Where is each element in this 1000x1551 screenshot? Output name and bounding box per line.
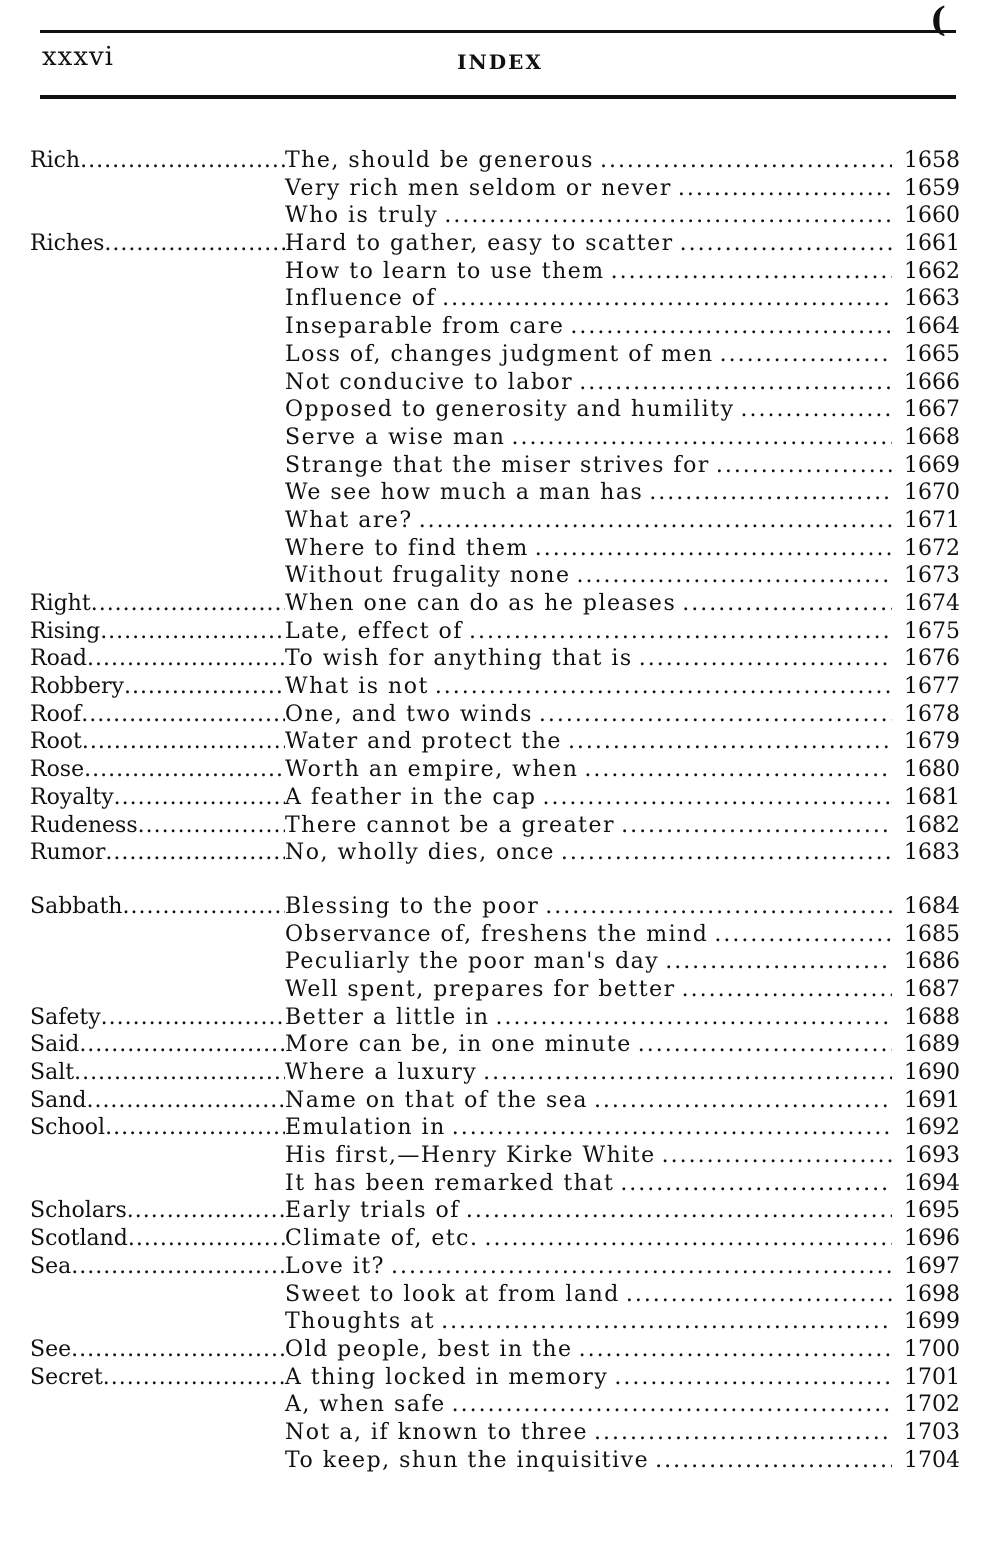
topic-label: Said bbox=[30, 1032, 80, 1058]
entry-number: 1677 bbox=[904, 674, 960, 700]
entry-text: Climate of, etc. bbox=[285, 1226, 479, 1252]
index-entry bbox=[30, 148, 960, 176]
entry-leader-dots bbox=[626, 1282, 892, 1307]
topic-leader-dots bbox=[105, 840, 285, 865]
entry-leader-dots bbox=[594, 1088, 892, 1113]
entry-leader-dots bbox=[452, 1392, 892, 1417]
entry-leader-dots bbox=[714, 922, 892, 947]
entry-number: 1681 bbox=[904, 784, 960, 810]
entry-number: 1671 bbox=[904, 507, 960, 533]
entry-text: Not conducive to labor bbox=[285, 369, 574, 395]
index-entry bbox=[30, 342, 960, 370]
topic-cell bbox=[30, 1005, 285, 1030]
entry-leader-dots bbox=[511, 425, 892, 450]
corner-mark: ( bbox=[930, 0, 947, 40]
index-group bbox=[30, 619, 960, 647]
entry-number: 1661 bbox=[904, 231, 960, 257]
topic-cell bbox=[30, 840, 285, 865]
index-entry bbox=[30, 1254, 960, 1282]
index-entry bbox=[30, 536, 960, 564]
topic-cell bbox=[30, 646, 285, 671]
index-entry bbox=[30, 1337, 960, 1365]
topic-label: Rising bbox=[30, 618, 101, 644]
entry-text: Loss of, changes judgment of men bbox=[285, 341, 714, 367]
entry-text: A, when safe bbox=[285, 1392, 446, 1418]
entry-number: 1659 bbox=[904, 175, 960, 201]
topic-label: Sea bbox=[30, 1253, 72, 1279]
entry-leader-dots bbox=[716, 453, 892, 478]
entry-number: 1660 bbox=[904, 203, 960, 229]
entry-text: A feather in the cap bbox=[285, 784, 537, 810]
entry-number: 1692 bbox=[904, 1115, 960, 1141]
entry-leader-dots bbox=[584, 757, 892, 782]
index-entry bbox=[30, 453, 960, 481]
topic-leader-dots bbox=[122, 894, 285, 919]
index-entry bbox=[30, 1420, 960, 1448]
topic-leader-dots bbox=[86, 1088, 285, 1113]
entry-leader-dots bbox=[614, 1365, 892, 1390]
topic-label: Secret bbox=[30, 1364, 103, 1390]
entry-number: 1690 bbox=[904, 1060, 960, 1085]
topic-label: School bbox=[30, 1115, 106, 1141]
topic-label: Robbery bbox=[30, 674, 124, 700]
entry-text: Name on that of the sea bbox=[285, 1087, 588, 1113]
index-entry bbox=[30, 203, 960, 231]
index-entry bbox=[30, 977, 960, 1005]
index-group bbox=[30, 1088, 960, 1116]
index-entry bbox=[30, 314, 960, 342]
entry-number: 1658 bbox=[904, 148, 960, 173]
topic-label: Rich bbox=[30, 148, 81, 173]
entry-number: 1684 bbox=[904, 893, 960, 919]
topic-leader-dots bbox=[101, 1005, 285, 1030]
entry-text: Well spent, prepares for better bbox=[285, 976, 676, 1002]
entry-leader-dots bbox=[444, 203, 892, 228]
topic-leader-dots bbox=[74, 1060, 285, 1085]
entry-leader-dots bbox=[600, 148, 892, 173]
entry-text: Water and protect the bbox=[285, 729, 562, 755]
entry-text: Not a, if known to three bbox=[285, 1419, 588, 1445]
entry-text: One, and two winds bbox=[285, 701, 533, 727]
entry-text: Late, effect of bbox=[285, 618, 463, 644]
index-entry bbox=[30, 563, 960, 591]
section-gap bbox=[30, 868, 960, 894]
entry-text: The, should be generous bbox=[285, 148, 594, 173]
topic-leader-dots bbox=[71, 1337, 285, 1362]
entry-leader-dots bbox=[655, 1448, 892, 1473]
header-rule-bottom bbox=[40, 95, 956, 99]
topic-label: Royalty bbox=[30, 784, 114, 810]
entry-number: 1700 bbox=[904, 1336, 960, 1362]
entry-text: More can be, in one minute bbox=[285, 1032, 632, 1058]
entry-text: Who is truly bbox=[285, 203, 439, 229]
index-list bbox=[30, 148, 960, 1475]
entry-text: Early trials of bbox=[285, 1198, 460, 1224]
index-entry bbox=[30, 619, 960, 647]
entry-leader-dots bbox=[680, 231, 892, 256]
entry-number: 1697 bbox=[904, 1253, 960, 1279]
entry-leader-dots bbox=[419, 508, 892, 533]
entry-leader-dots bbox=[720, 342, 892, 367]
index-entry bbox=[30, 785, 960, 813]
entry-leader-dots bbox=[442, 286, 892, 311]
topic-label: Roof bbox=[30, 701, 82, 727]
topic-leader-dots bbox=[91, 591, 285, 616]
entry-leader-dots bbox=[435, 674, 892, 699]
entry-number: 1686 bbox=[904, 949, 960, 975]
topic-leader-dots bbox=[138, 813, 285, 838]
index-entry bbox=[30, 425, 960, 453]
entry-number: 1667 bbox=[904, 397, 960, 423]
index-entry bbox=[30, 231, 960, 259]
entry-leader-dots bbox=[452, 1115, 892, 1140]
entry-number: 1664 bbox=[904, 314, 960, 340]
entry-number: 1682 bbox=[904, 812, 960, 838]
topic-cell bbox=[30, 785, 285, 810]
entry-leader-dots bbox=[545, 894, 892, 919]
entry-number: 1673 bbox=[904, 563, 960, 589]
entry-number: 1693 bbox=[904, 1143, 960, 1169]
index-entry bbox=[30, 674, 960, 702]
entry-number: 1691 bbox=[904, 1087, 960, 1113]
index-group bbox=[30, 813, 960, 841]
topic-cell bbox=[30, 1198, 285, 1223]
entry-leader-dots bbox=[539, 702, 892, 727]
index-entry bbox=[30, 480, 960, 508]
topic-label: Rumor bbox=[30, 840, 106, 866]
index-entry bbox=[30, 1171, 960, 1199]
entry-leader-dots bbox=[441, 1309, 892, 1334]
index-group bbox=[30, 646, 960, 674]
entry-text: Blessing to the poor bbox=[285, 893, 540, 919]
topic-leader-dots bbox=[87, 646, 285, 671]
index-entry bbox=[30, 922, 960, 950]
topic-cell bbox=[30, 1226, 285, 1251]
topic-label: Rudeness bbox=[30, 812, 138, 838]
topic-label: Sand bbox=[30, 1087, 87, 1113]
topic-leader-dots bbox=[100, 619, 285, 644]
entry-text: When one can do as he pleases bbox=[285, 591, 677, 616]
entry-number: 1687 bbox=[904, 976, 960, 1002]
entry-text: Better a little in bbox=[285, 1004, 490, 1030]
entry-number: 1703 bbox=[904, 1419, 960, 1445]
entry-number: 1702 bbox=[904, 1392, 960, 1418]
entry-leader-dots bbox=[576, 563, 892, 588]
entry-leader-dots bbox=[639, 646, 892, 671]
entry-text: Emulation in bbox=[285, 1115, 446, 1141]
entry-text: What is not bbox=[285, 674, 429, 700]
index-entry bbox=[30, 1392, 960, 1420]
topic-cell bbox=[30, 813, 285, 838]
entry-text: Influence of bbox=[285, 286, 437, 312]
topic-leader-dots bbox=[80, 148, 285, 173]
entry-leader-dots bbox=[579, 370, 892, 395]
entry-leader-dots bbox=[682, 977, 892, 1002]
entry-text: We see how much a man has bbox=[285, 480, 644, 506]
index-entry bbox=[30, 1005, 960, 1033]
topic-label: Riches bbox=[30, 231, 105, 257]
page-number: xxxvi bbox=[42, 42, 114, 72]
entry-number: 1675 bbox=[904, 618, 960, 644]
entry-number: 1669 bbox=[904, 452, 960, 478]
topic-leader-dots bbox=[128, 1226, 285, 1251]
entry-leader-dots bbox=[496, 1005, 892, 1030]
entry-number: 1698 bbox=[904, 1281, 960, 1307]
topic-leader-dots bbox=[124, 674, 285, 699]
entry-text: Old people, best in the bbox=[285, 1336, 573, 1362]
entry-leader-dots bbox=[741, 397, 893, 422]
entry-number: 1689 bbox=[904, 1032, 960, 1058]
topic-label: Salt bbox=[30, 1060, 75, 1085]
index-entry bbox=[30, 702, 960, 730]
index-group bbox=[30, 1032, 960, 1060]
entry-leader-dots bbox=[535, 536, 892, 561]
entry-text: His first,—Henry Kirke White bbox=[285, 1143, 656, 1169]
entry-number: 1696 bbox=[904, 1226, 960, 1252]
entry-leader-dots bbox=[570, 314, 892, 339]
entry-number: 1666 bbox=[904, 369, 960, 395]
entry-text: Peculiarly the poor man's day bbox=[285, 949, 660, 975]
entry-number: 1672 bbox=[904, 535, 960, 561]
index-entry bbox=[30, 1088, 960, 1116]
entry-leader-dots bbox=[391, 1254, 892, 1279]
entry-leader-dots bbox=[594, 1420, 892, 1445]
entry-text: How to learn to use them bbox=[285, 258, 605, 284]
index-group bbox=[30, 785, 960, 813]
index-group bbox=[30, 1365, 960, 1476]
topic-cell bbox=[30, 1254, 285, 1279]
entry-text: Strange that the miser strives for bbox=[285, 452, 710, 478]
topic-cell bbox=[30, 148, 285, 173]
index-group bbox=[30, 1226, 960, 1254]
entry-number: 1679 bbox=[904, 729, 960, 755]
entry-leader-dots bbox=[620, 1171, 892, 1196]
entry-leader-dots bbox=[638, 1032, 892, 1057]
entry-number: 1704 bbox=[904, 1447, 960, 1473]
topic-label: Scotland bbox=[30, 1226, 128, 1252]
topic-label: Road bbox=[30, 646, 88, 672]
index-group bbox=[30, 231, 960, 591]
topic-cell bbox=[30, 1032, 285, 1057]
topic-leader-dots bbox=[127, 1198, 285, 1223]
entry-text: No, wholly dies, once bbox=[285, 840, 555, 866]
entry-number: 1678 bbox=[904, 701, 960, 727]
header-rule-top bbox=[40, 30, 956, 33]
entry-leader-dots bbox=[665, 949, 892, 974]
entry-leader-dots bbox=[466, 1198, 892, 1223]
index-entry bbox=[30, 259, 960, 287]
entry-number: 1699 bbox=[904, 1309, 960, 1335]
index-entry bbox=[30, 1226, 960, 1254]
entry-leader-dots bbox=[649, 480, 892, 505]
topic-label: Safety bbox=[30, 1004, 101, 1030]
entry-number: 1695 bbox=[904, 1198, 960, 1224]
topic-leader-dots bbox=[114, 785, 285, 810]
index-entry bbox=[30, 1115, 960, 1143]
index-group bbox=[30, 1060, 960, 1088]
entry-text: Opposed to generosity and humility bbox=[285, 397, 735, 423]
index-group bbox=[30, 674, 960, 702]
entry-text: What are? bbox=[285, 507, 413, 533]
entry-number: 1665 bbox=[904, 341, 960, 367]
entry-leader-dots bbox=[542, 785, 892, 810]
index-entry bbox=[30, 508, 960, 536]
topic-cell bbox=[30, 1337, 285, 1362]
entry-text: Without frugality none bbox=[285, 563, 571, 589]
entry-text: Thoughts at bbox=[285, 1309, 436, 1335]
index-entry bbox=[30, 813, 960, 841]
entry-text: There cannot be a greater bbox=[285, 812, 616, 838]
index-entry bbox=[30, 1143, 960, 1171]
index-group bbox=[30, 591, 960, 619]
entry-leader-dots bbox=[682, 591, 892, 616]
topic-cell bbox=[30, 674, 285, 699]
index-entry bbox=[30, 757, 960, 785]
index-group bbox=[30, 840, 960, 868]
entry-text: Very rich men seldom or never bbox=[285, 175, 672, 201]
entry-text: Observance of, freshens the mind bbox=[285, 921, 709, 947]
index-group bbox=[30, 1254, 960, 1337]
index-entry bbox=[30, 894, 960, 922]
index-group bbox=[30, 1198, 960, 1226]
topic-label: Scholars bbox=[30, 1198, 127, 1224]
topic-leader-dots bbox=[79, 1032, 285, 1057]
topic-leader-dots bbox=[105, 1115, 285, 1140]
index-entry bbox=[30, 1309, 960, 1337]
entry-number: 1674 bbox=[904, 591, 960, 616]
topic-cell bbox=[30, 702, 285, 727]
entry-number: 1701 bbox=[904, 1364, 960, 1390]
entry-leader-dots bbox=[485, 1226, 892, 1251]
index-entry bbox=[30, 370, 960, 398]
index-group bbox=[30, 1115, 960, 1198]
entry-number: 1680 bbox=[904, 757, 960, 783]
entry-text: Worth an empire, when bbox=[285, 757, 579, 783]
topic-leader-dots bbox=[103, 1365, 285, 1390]
index-group bbox=[30, 1337, 960, 1365]
entry-number: 1676 bbox=[904, 646, 960, 672]
index-entry bbox=[30, 1365, 960, 1393]
entry-leader-dots bbox=[579, 1337, 892, 1362]
index-entry bbox=[30, 1282, 960, 1310]
entry-number: 1662 bbox=[904, 258, 960, 284]
index-group bbox=[30, 729, 960, 757]
topic-cell bbox=[30, 231, 285, 256]
entry-number: 1694 bbox=[904, 1170, 960, 1196]
topic-cell bbox=[30, 1088, 285, 1113]
index-entry bbox=[30, 949, 960, 977]
topic-leader-dots bbox=[104, 231, 285, 256]
topic-leader-dots bbox=[82, 729, 285, 754]
entry-text: Sweet to look at from land bbox=[285, 1281, 620, 1307]
page-title: INDEX bbox=[457, 50, 543, 74]
entry-number: 1688 bbox=[904, 1004, 960, 1030]
entry-leader-dots bbox=[678, 176, 892, 201]
index-entry bbox=[30, 1032, 960, 1060]
index-entry bbox=[30, 591, 960, 619]
index-entry bbox=[30, 286, 960, 314]
entry-text: Hard to gather, easy to scatter bbox=[285, 231, 674, 257]
topic-cell bbox=[30, 591, 285, 616]
topic-label: Rose bbox=[30, 757, 85, 783]
entry-number: 1670 bbox=[904, 480, 960, 506]
index-entry bbox=[30, 397, 960, 425]
topic-cell bbox=[30, 757, 285, 782]
topic-label: Right bbox=[30, 591, 91, 616]
entry-leader-dots bbox=[621, 813, 892, 838]
entry-number: 1685 bbox=[904, 921, 960, 947]
entry-text: It has been remarked that bbox=[285, 1170, 615, 1196]
topic-cell bbox=[30, 619, 285, 644]
index-entry bbox=[30, 1060, 960, 1088]
topic-leader-dots bbox=[81, 702, 285, 727]
entry-text: Where a luxury bbox=[285, 1060, 478, 1085]
entry-number: 1663 bbox=[904, 286, 960, 312]
index-entry bbox=[30, 646, 960, 674]
entry-number: 1683 bbox=[904, 840, 960, 866]
entry-leader-dots bbox=[469, 619, 892, 644]
topic-cell bbox=[30, 729, 285, 754]
topic-cell bbox=[30, 894, 285, 919]
entry-text: To wish for anything that is bbox=[285, 646, 633, 672]
topic-cell bbox=[30, 1060, 285, 1085]
index-group bbox=[30, 702, 960, 730]
entry-text: Inseparable from care bbox=[285, 314, 565, 340]
entry-leader-dots bbox=[568, 729, 892, 754]
index-group bbox=[30, 1005, 960, 1033]
topic-cell bbox=[30, 1365, 285, 1390]
index-entry bbox=[30, 1448, 960, 1476]
topic-label: Sabbath bbox=[30, 893, 123, 919]
entry-text: A thing locked in memory bbox=[285, 1364, 609, 1390]
entry-text: To keep, shun the inquisitive bbox=[285, 1447, 650, 1473]
topic-leader-dots bbox=[84, 757, 285, 782]
entry-text: Serve a wise man bbox=[285, 424, 506, 450]
topic-leader-dots bbox=[71, 1254, 285, 1279]
entry-text: Where to find them bbox=[285, 535, 529, 561]
index-group bbox=[30, 148, 960, 231]
topic-label: Root bbox=[30, 729, 82, 755]
entry-leader-dots bbox=[483, 1060, 892, 1085]
entry-text: Love it? bbox=[285, 1253, 385, 1279]
entry-number: 1668 bbox=[904, 424, 960, 450]
index-entry bbox=[30, 729, 960, 757]
entry-leader-dots bbox=[561, 840, 892, 865]
index-entry bbox=[30, 1198, 960, 1226]
index-entry bbox=[30, 176, 960, 204]
entry-leader-dots bbox=[611, 259, 892, 284]
topic-cell bbox=[30, 1115, 285, 1140]
index-entry bbox=[30, 840, 960, 868]
index-group bbox=[30, 757, 960, 785]
topic-label: See bbox=[30, 1336, 72, 1362]
index-group bbox=[30, 894, 960, 1005]
entry-leader-dots bbox=[662, 1143, 892, 1168]
